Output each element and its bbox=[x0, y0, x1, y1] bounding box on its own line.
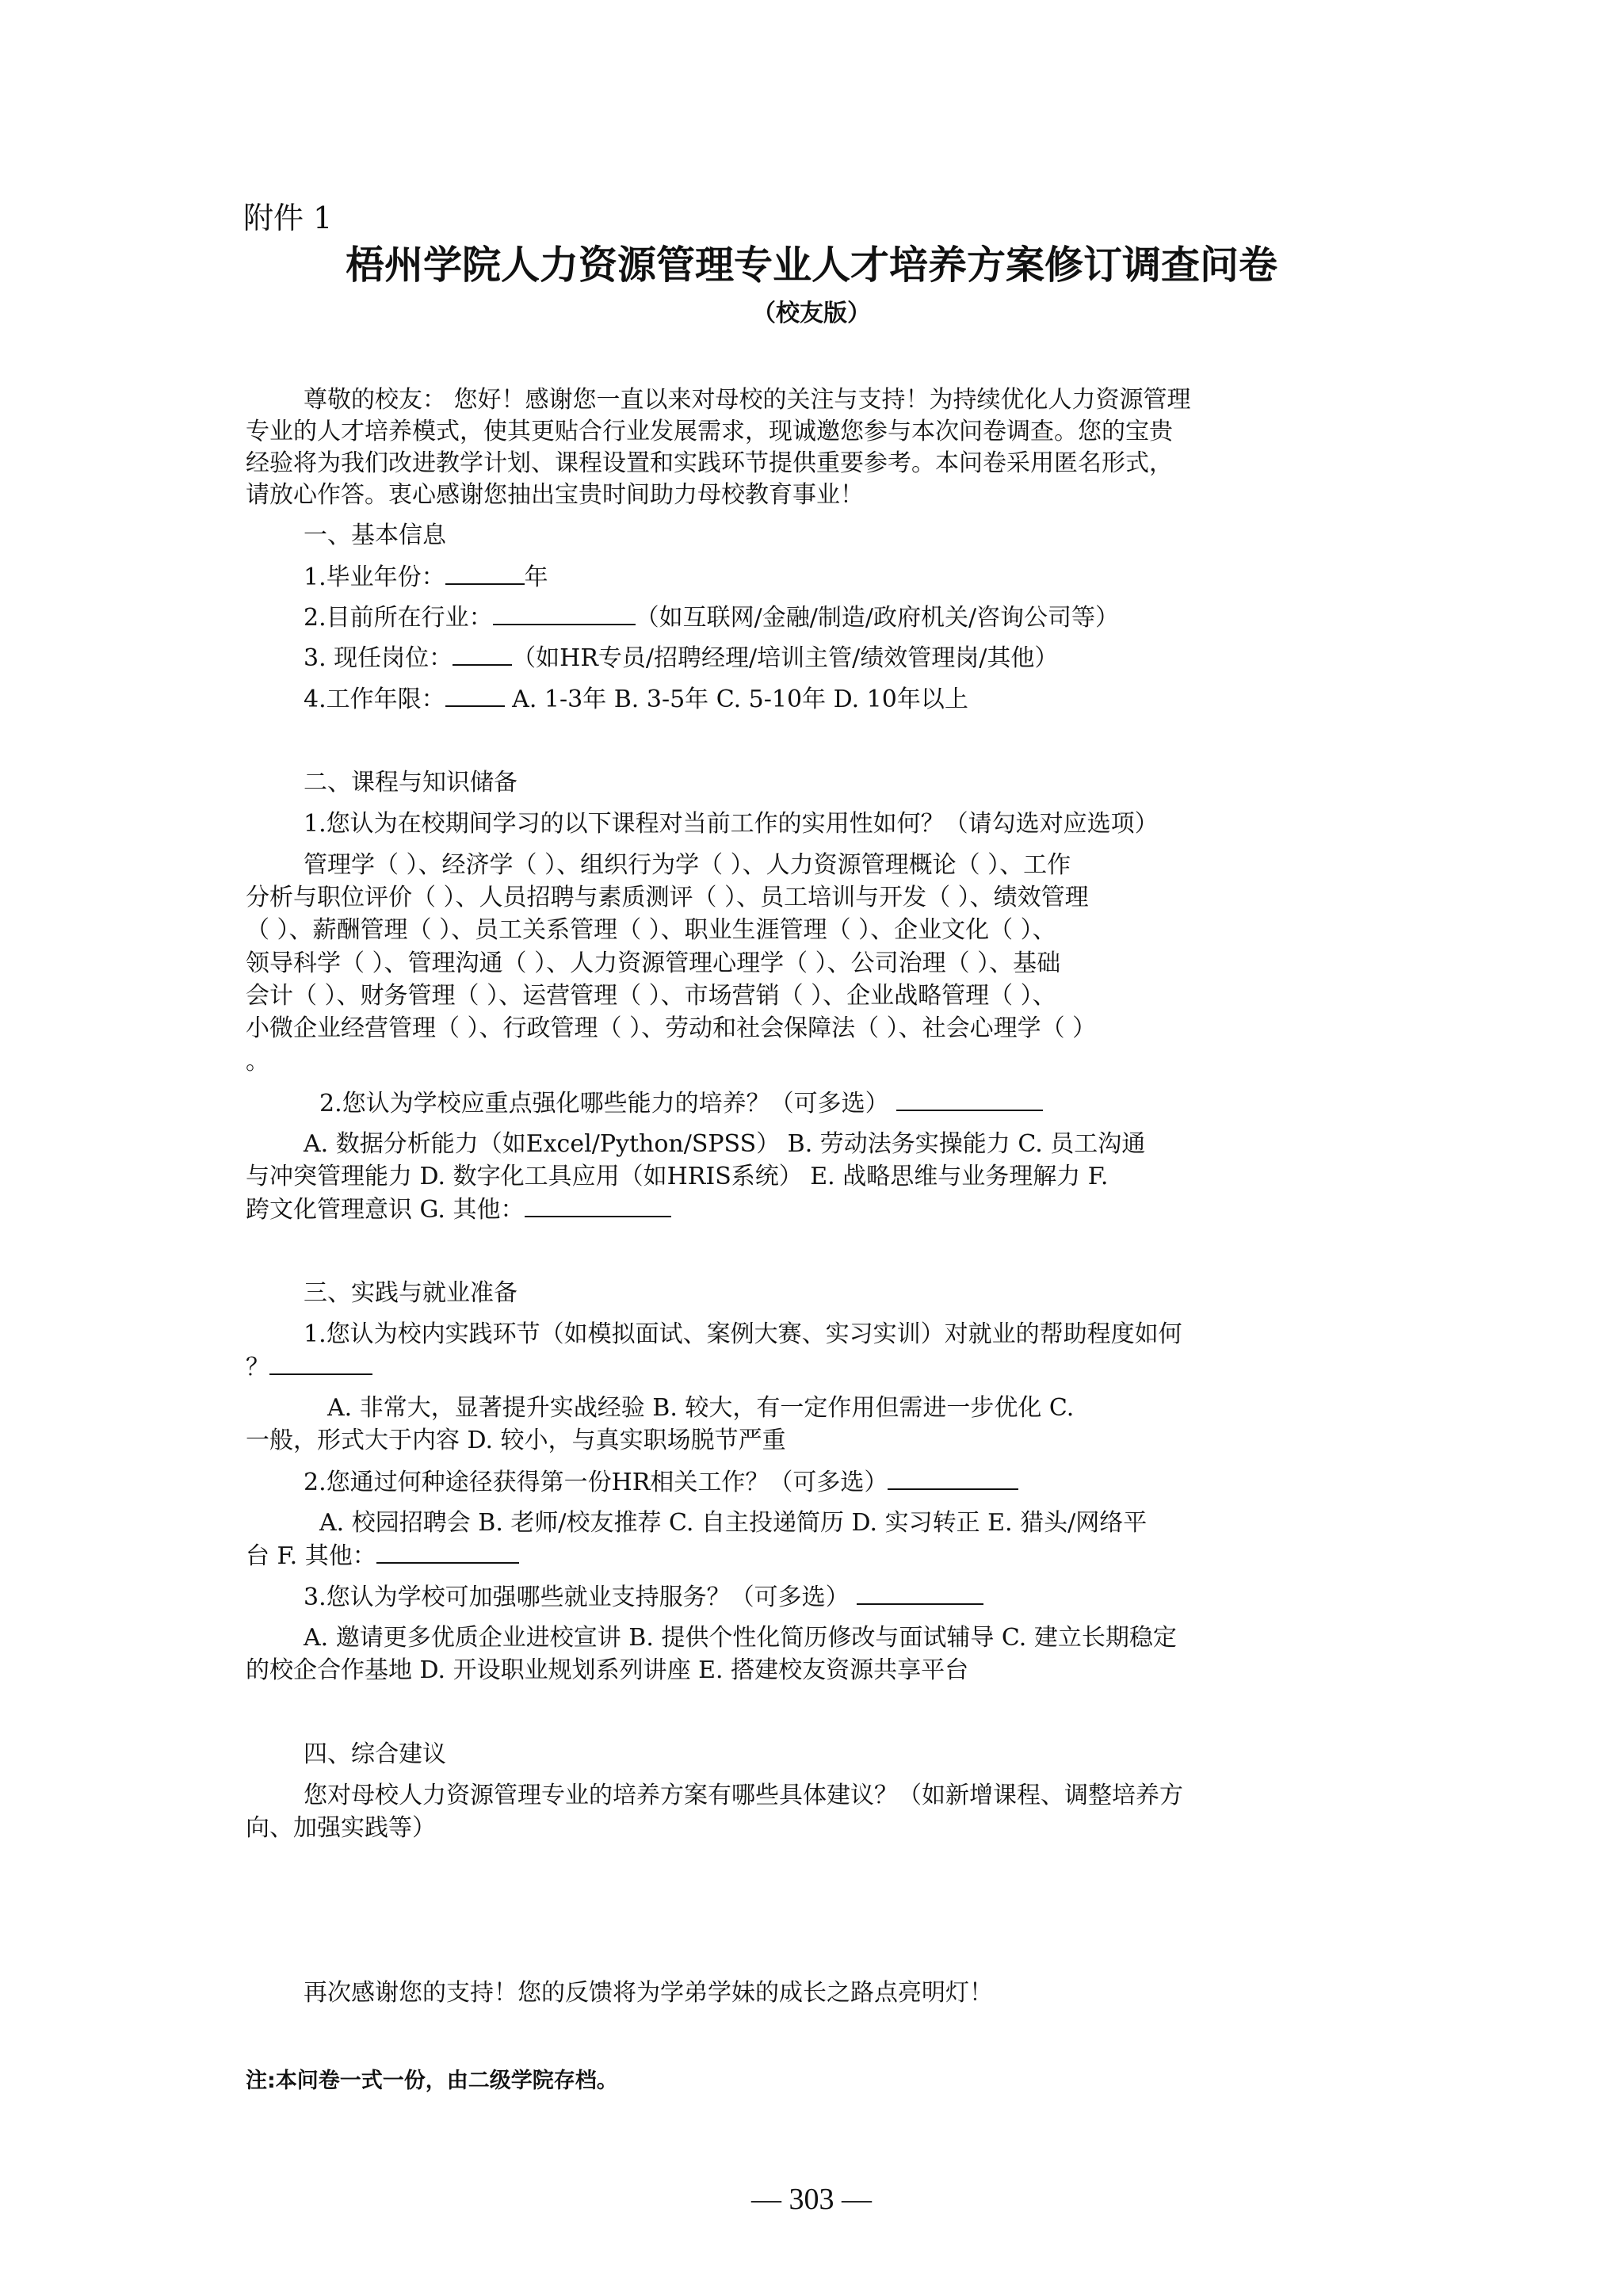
question-graduation-year bbox=[304, 561, 548, 594]
question-course-usefulness: 1.您认为在校期间学习的以下课程对当前工作的实用性如何？（请勾选对应选项） bbox=[304, 810, 1159, 838]
ability-options-line bbox=[246, 1194, 671, 1226]
graduation-year-blank[interactable] bbox=[445, 561, 525, 585]
footnote: 注:本问卷一式一份，由二级学院存档。 bbox=[246, 2069, 618, 2093]
employment-support-options-line: 的校企合作基地 D. 开设职业规划系列讲座 E. 搭建校友资源共享平台 bbox=[246, 1656, 969, 1684]
section-heading-courses: 二、课程与知识储备 bbox=[304, 769, 517, 797]
question-suffix: （如HR专员/招聘经理/培训主管/绩效管理岗/其他） bbox=[512, 644, 1059, 672]
course-list-line: 管理学（ ）、经济学（ ）、组织行为学（ ）、人力资源管理概论（ ）、工作 bbox=[304, 851, 1071, 879]
question-ability-focus bbox=[319, 1087, 1043, 1120]
question-employment-support bbox=[304, 1581, 983, 1614]
attachment-label: 附件 1 bbox=[243, 201, 333, 235]
section-heading-basic-info: 一、基本信息 bbox=[304, 521, 446, 549]
closing-message: 再次感谢您的支持！您的反馈将为学弟学妹的成长之路点亮明灯！ bbox=[304, 1979, 993, 2007]
section-heading-practice: 三、实践与就业准备 bbox=[304, 1279, 517, 1307]
question-suffix: （如互联网/金融/制造/政府机关/咨询公司等） bbox=[635, 604, 1120, 632]
first-job-channel-blank[interactable] bbox=[888, 1466, 1018, 1490]
question-suggestions-cont: 向、加强实践等） bbox=[246, 1814, 436, 1842]
section-heading-suggestions: 四、综合建议 bbox=[304, 1740, 446, 1768]
first-job-options-line: A. 校园招聘会 B. 老师/校友推荐 C. 自主投递简历 D. 实习转正 E. 猎头/网络平 bbox=[319, 1509, 1148, 1537]
practice-help-options-line: 一般，形式大于内容 D. 较小，与真实职场脱节严重 bbox=[246, 1427, 786, 1454]
course-list-line: 会计（ ）、财务管理（ ）、运营管理（ ）、市场营销（ ）、企业战略管理（ ）、 bbox=[246, 982, 1056, 1010]
ability-focus-blank[interactable] bbox=[896, 1087, 1043, 1111]
question-position bbox=[304, 642, 1058, 674]
first-job-options-text: 台 F. 其他： bbox=[246, 1542, 376, 1570]
question-practice-help: 1.您认为校内实践环节（如模拟面试、案例大赛、实习实训）对就业的帮助程度如何 bbox=[304, 1320, 1182, 1348]
first-job-options-line bbox=[246, 1540, 519, 1572]
question-industry bbox=[304, 602, 1119, 634]
question-label: 3. 现任岗位： bbox=[304, 644, 453, 672]
intro-line-2: 专业的人才培养模式，使其更贴合行业发展需求，现诚邀您参与本次问卷调查。您的宝贵 bbox=[246, 418, 1173, 445]
question-suggestions: 您对母校人力资源管理专业的培养方案有哪些具体建议？（如新增课程、调整培养方 bbox=[304, 1782, 1183, 1809]
employment-support-options-line: A. 邀请更多优质企业进校宣讲 B. 提供个性化简历修改与面试辅导 C. 建立长期稳定 bbox=[304, 1624, 1177, 1652]
course-list-line: 。 bbox=[246, 1048, 269, 1075]
question-work-years bbox=[304, 683, 968, 716]
question-label: 2.您通过何种途径获得第一份HR相关工作？（可多选） bbox=[304, 1469, 888, 1496]
ability-options-line: A. 数据分析能力（如Excel/Python/SPSS） B. 劳动法务实操能力 C. 员工沟通 bbox=[304, 1130, 1146, 1158]
intro-line-4: 请放心作答。衷心感谢您抽出宝贵时间助力母校教育事业！ bbox=[246, 481, 864, 509]
practice-help-options-line: A. 非常大，显著提升实战经验 B. 较大，有一定作用但需进一步优化 C. bbox=[327, 1394, 1075, 1422]
intro-line-1: 尊敬的校友： 您好！感谢您一直以来对母校的关注与支持！为持续优化人力资源管理 bbox=[304, 386, 1191, 414]
practice-help-blank[interactable] bbox=[269, 1351, 372, 1375]
survey-subtitle: （校友版） bbox=[752, 300, 871, 327]
employment-support-blank[interactable] bbox=[857, 1581, 983, 1605]
question-label: 2.您认为学校应重点强化哪些能力的培养？（可多选） bbox=[319, 1090, 897, 1117]
page-number: — 303 — bbox=[751, 2183, 872, 2216]
intro-line-3: 经验将为我们改进教学计划、课程设置和实践环节提供重要参考。本问卷采用匿名形式， bbox=[246, 449, 1173, 477]
question-suffix: 年 bbox=[524, 563, 548, 591]
question-label: 1.毕业年份： bbox=[304, 563, 445, 591]
question-label: 4.工作年限： bbox=[304, 686, 445, 713]
course-list-line: 小微企业经营管理（ ）、行政管理（ ）、劳动和社会保障法（ ）、社会心理学（ ） bbox=[246, 1014, 1097, 1042]
ability-other-blank[interactable] bbox=[525, 1194, 671, 1217]
ability-options-line: 与冲突管理能力 D. 数字化工具应用（如HRIS系统） E. 战略思维与业务理解力 F. bbox=[246, 1163, 1109, 1190]
course-list-line: 分析与职位评价（ ）、人员招聘与素质测评（ ）、员工培训与开发（ ）、绩效管理 bbox=[246, 884, 1089, 911]
course-list-line: （ ）、薪酬管理（ ）、员工关系管理（ ）、职业生涯管理（ ）、企业文化（ ）、 bbox=[246, 916, 1056, 944]
position-blank[interactable] bbox=[453, 642, 512, 666]
industry-blank[interactable] bbox=[493, 602, 636, 625]
question-first-job-channel bbox=[304, 1466, 1018, 1499]
survey-title: 梧州学院人力资源管理专业人才培养方案修订调查问卷 bbox=[345, 243, 1277, 287]
question-label: 2.目前所在行业： bbox=[304, 604, 493, 632]
question-label: 3.您认为学校可加强哪些就业支持服务？（可多选） bbox=[304, 1584, 857, 1611]
question-options: A. 1-3年 B. 3-5年 C. 5-10年 D. 10年以上 bbox=[504, 686, 968, 713]
first-job-other-blank[interactable] bbox=[376, 1540, 519, 1564]
course-list-line: 领导科学（ ）、管理沟通（ ）、人力资源管理心理学（ ）、公司治理（ ）、基础 bbox=[246, 949, 1061, 977]
question-mark: ？ bbox=[246, 1354, 269, 1381]
work-years-blank[interactable] bbox=[445, 683, 505, 707]
ability-options-text: 跨文化管理意识 G. 其他： bbox=[246, 1196, 525, 1224]
question-practice-help-cont bbox=[246, 1351, 372, 1384]
